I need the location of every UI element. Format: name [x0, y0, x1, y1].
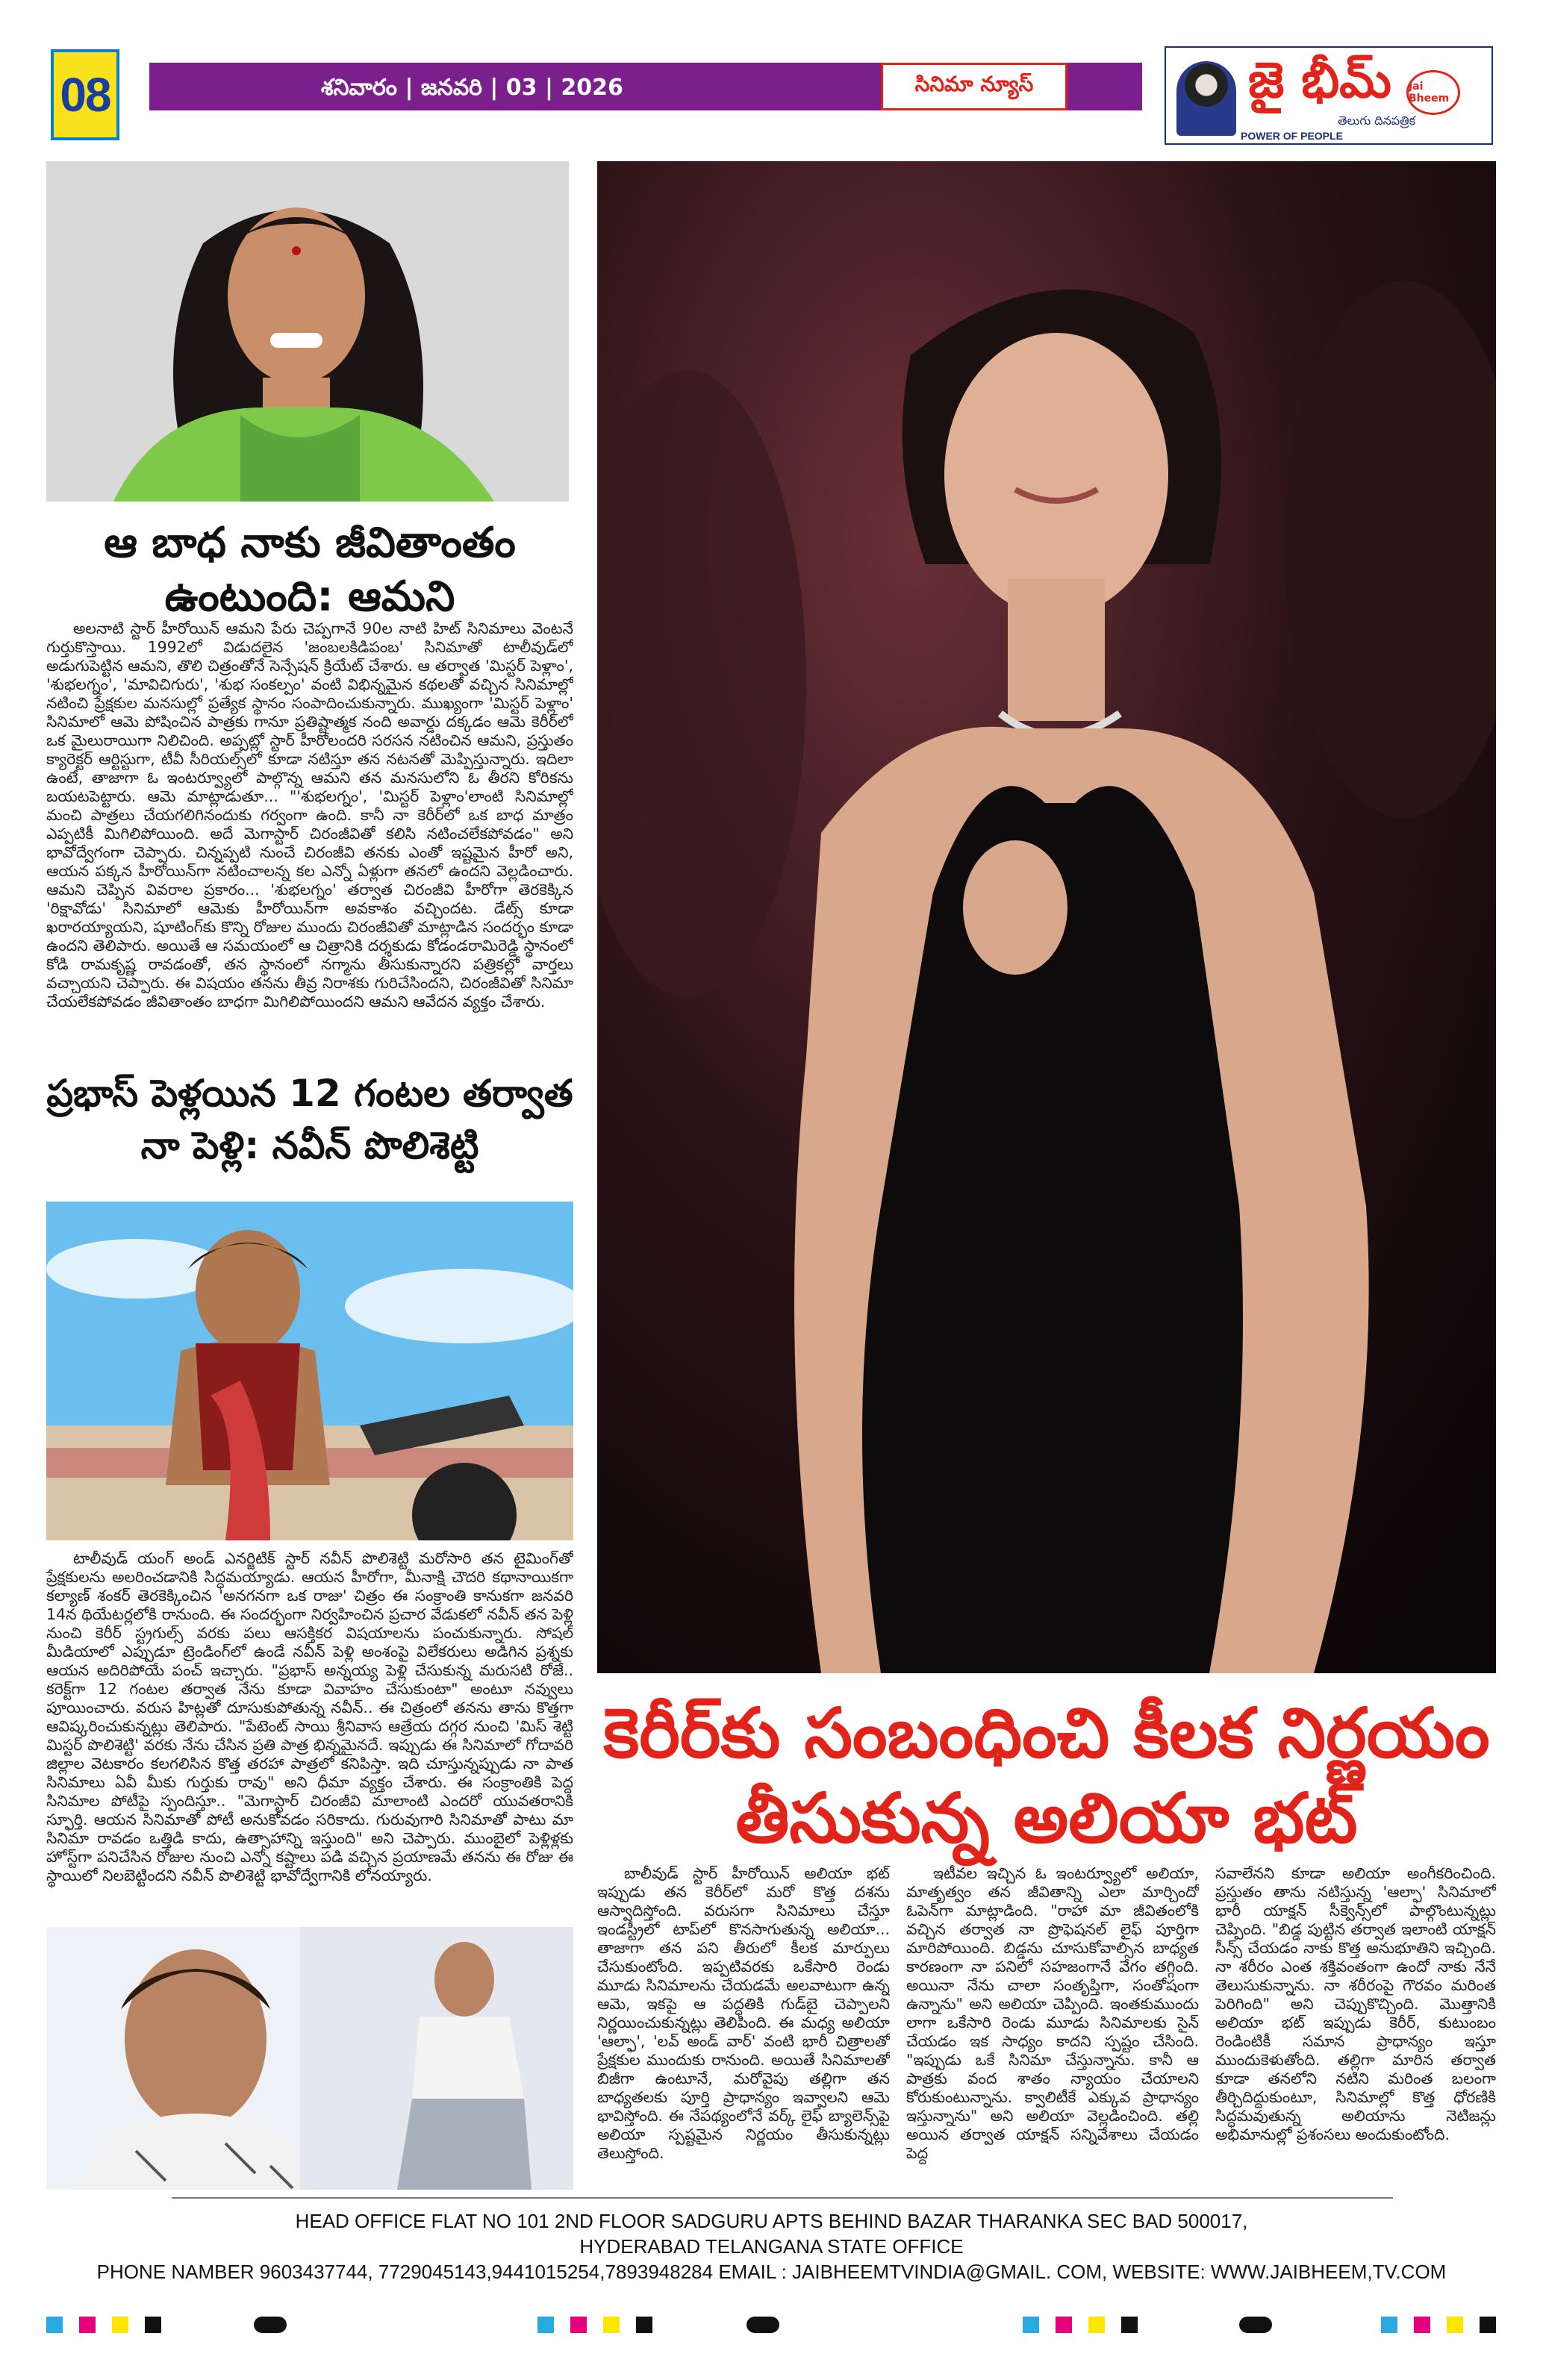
amani-paragraph: అలనాటి స్టార్ హీరోయిన్ ఆమని పేరు చెప్పగానే 90ల నాటి హిట్ సినిమాలు వెంటనే గుర్తుకొస్తాయి. 1992లో విడుదలైన 'జంబలకిడిపంబ' సినిమాతో టాలీవుడ్‌లో అడుగుపెట్టిన ఆమని, తొలి చిత్రంతోనే సెన్సేషన్ క్రియేట్ చేశారు. ఆ తర్వాత 'మిస్టర్ పెళ్లాం', 'శుభలగ్నం', 'మావిచిగురు', 'శుభ సంకల్పం' వంటి విభిన్నమైన కథలతో వచ్చిన సినిమాల్లో నటించి ప్రేక్షకుల మనసుల్లో ప్రత్యేక స్థానం సంపాదించుకున్నారు. ముఖ్యంగా 'మిస్టర్ పెళ్లాం' సినిమాలో ఆమె పోషించిన పాత్రకు గానూ ప్రతిష్టాత్మక నంది అవార్డు దక్కడం ఆమె కెరీర్‌లో ఒక మైలురాయిగా నిలిచింది. అప్పట్లో స్టార్ హీరోలందరి సరసన నటించిన ఆమని, ప్రస్తుతం క్యారెక్టర్ ఆర్టిస్టుగా, టీవీ సీరియల్స్‌లో కూడా నటిస్తూ తన నటనతో మెప్పిస్తున్నారు. ఇదిలా ఉంటే, తాజాగా ఓ ఇంటర్వ్యూలో పాల్గొన్న ఆమని తన మనసులోని ఓ తీరని కోరికను బయటపెట్టారు. ఆమె మాట్లాడుతూ... "'శుభలగ్నం', 'మిస్టర్ పెళ్లాం'లాంటి సినిమాల్లో మంచి పాత్రలు చేయగలిగినందుకు గర్వంగా ఉంది. కానీ నా కెరీర్‌లో ఒక బాధ మాత్రం ఎప్పటికీ మిగిలిపోయింది. అదే మెగాస్టార్ చిరంజీవితో కలిసి నటించలేకపోవడం" అని భావోద్వేగంగా చెప్పారు. చిన్నప్పటి నుంచే చిరంజీవి తనకు ఎంతో ఇష్టమైన హీరో అని, ఆయన పక్కన హీరోయిన్‌గా నటించాలన్న కల ఎన్నో ఏళ్లుగా తనలో ఉందని వెల్లడించారు. ఆమని చెప్పిన వివరాల ప్రకారం... 'శుభలగ్నం' తర్వాత చిరంజీవి హీరోగా తెరకెక్కిన 'రిక్షావోడు' సినిమాలో ఆమెకు హీరోయిన్‌గా అవకాశం వచ్చిందట. డేట్స్ కూడా ఖరారయ్యాయని, షూటింగ్‌కు కొన్ని రోజుల ముందు చిరంజీవితో మాట్లాడిన సందర్భం కూడా ఉందని తెలిపారు. అయితే ఆ సమయంలో ఆ చిత్రానికి దర్శకుడు కోడండరామిరెడ్డి స్థానంలో కోడి రామకృష్ణ రావడంతో, తన స్థానంలో నగ్మాను తీసుకున్నారని పత్రికల్లో వార్తలు వచ్చాయని చెప్పారు. ఈ విషయం తనను తీవ్ర నిరాశకు గురిచేసిందని, చిరంజీవితో సినిమా చేయలేకపోవడం జీవితాంతం బాధగా మిగిలిపోయిందని ఆమని ఆవేదన వ్యక్తం చేశారు.: [46, 619, 573, 1011]
amani-article-body: [46, 619, 573, 1045]
naveen-polishetty-bike-photo: [46, 1202, 573, 1540]
alia-paragraph-1: బాలీవుడ్ స్టార్ హీరోయిన్ అలియా భట్ ఇప్పుడు తన కెరీర్‌లో మరో కొత్త దశను ఆస్వాదిస్తోంది. వరుసగా సినిమాలు చేస్తూ ఇండస్ట్రీలో టాప్‌లో కొనసాగుతున్న అలియా... తాజాగా తన పని తీరులో కీలక మార్పులు చేసుకుంటోంది. ఇప్పటివరకు ఒకేసారి రెండు మూడు సినిమాలను చేయడమే అలవాటుగా ఉన్న ఆమె, ఇకపై ఆ పద్ధతికి గుడ్‌బై చెప్పాలని నిర్ణయించుకున్నట్లు తెలిపింది. ఈ మధ్య అలియా 'ఆల్ఫా', 'లవ్ అండ్ వార్' వంటి భారీ చిత్రాలతో ప్రేక్షకుల ముందుకు రానుంది. అయితే సినిమాలతో బిజీగా ఉంటూనే, మరోవైపు తల్లిగా తన బాధ్యతలకు పూర్తి ప్రాధాన్యం ఇవ్వాలని ఆమె భావిస్తోంది. ఈ నేపథ్యంలోనే వర్క్ లైఫ్ బ్యాలెన్స్‌పై అలియా స్పష్టమైన నిర్ణయం తీసుకున్నట్లు తెలుస్తోంది.: [597, 1864, 890, 2162]
alia-headline: కెరీర్‌కు సంబంధించి కీలక నిర్ణయం తీసుకున్న అలియా భట్: [603, 1693, 1490, 1858]
masthead: [1165, 46, 1493, 145]
footer-address: HEAD OFFICE FLAT NO 101 2ND FLOOR SADGURU APTS BEHIND BAZAR THARANKA SEC BAD 500017,: [295, 2210, 1248, 2232]
masthead-tagline: POWER OF PEOPLE: [1241, 130, 1343, 142]
naveen-headline: ప్రభాస్ పెళ్లయిన 12 గంటల తర్వాత నా పెళ్లి: నవీన్ పొలిశెట్టి: [46, 1072, 573, 1167]
alia-bhatt-photo: [597, 161, 1496, 1673]
footer-office: HYDERABAD TELANGANA STATE OFFICE: [579, 2235, 964, 2258]
registration-marks: [1381, 2317, 1496, 2333]
registration-marks: [1023, 2317, 1138, 2333]
masthead-subtitle: తెలుగు దినపత్రిక: [1338, 113, 1416, 128]
masthead-title: జై భీమ్: [1248, 51, 1391, 109]
registration-mark: [746, 2317, 779, 2333]
amani-headline: ఆ బాధ నాకు జీవితాంతం ఉంటుంది: ఆమని: [104, 519, 516, 621]
amani-photo: [46, 161, 569, 502]
footer-contact: PHONE NAMBER 9603437744, 7729045143,9441015254,7893948284 EMAIL : JAIBHEEMTVINDIA@GMAIL. COM, WEBSITE: WWW.JAIBHEEM,TV.COM: [96, 2261, 1447, 2283]
footer-divider: [172, 2197, 1393, 2199]
ambedkar-portrait-icon: [1176, 61, 1236, 136]
alia-article-column-1: [597, 1864, 890, 2190]
naveen-paragraph: టాలీవుడ్ యంగ్ అండ్ ఎనర్జిటిక్ స్టార్ నవీన్ పొలిశెట్టి మరోసారి తన టైమింగ్‌తో ప్రేక్షకులను అలరించడానికి సిద్ధమయ్యాడు. ఆయన హీరోగా, మీనాక్షి చౌదరి కథానాయికగా కల్యాణ్ శంకర్ తెరకెక్కించిన 'అనగనగా ఒక రాజు' చిత్రం ఈ సంక్రాంతి కానుకగా జనవరి 14న థియేటర్లలోకి రానుంది. ఈ సందర్భంగా నిర్వహించిన ప్రచార వేడుకలో నవీన్ తన పెళ్లి నుంచి కెరీర్ స్ట్రగుల్స్ వరకు పలు ఆసక్తికర విషయాలను పంచుకున్నారు. సోషల్ మీడియాలో ఎప్పుడూ ట్రెండింగ్‌లో ఉండే నవీన్ పెళ్లి అంశంపై విలేకరులు అడిగిన ప్రశ్నకు ఆయన అదిరిపోయే పంచ్ ఇచ్చారు. "ప్రభాస్ అన్నయ్య పెళ్లి చేసుకున్న మరుసటి రోజే.. కరెక్ట్‌గా 12 గంటల తర్వాత నేను కూడా వివాహం చేసుకుంటా" అంటూ నవ్వులు పూయించారు. వరుస హిట్లతో దూసుకుపోతున్న నవీన్.. ఈ చిత్రంలో తనను తాను కొత్తగా ఆవిష్కరించుకున్నట్లు తెలిపారు. "పేటెంట్ సాయి శ్రీనివాస ఆత్రేయ దగ్గర నుంచి 'మిస్ శెట్టి మిస్టర్ పొలిశెట్టి' వరకు నేను చేసిన ప్రతి పాత్ర భిన్నమైనదే. ఇప్పుడు ఈ సినిమాలో గోదావరి జిల్లాల వెటకారం కలగలిసిన కొత్త తరహా పాత్రలో కనిపిస్తా. ఇది చూస్తున్నప్పుడు నా పాత సినిమాలు ఏవీ మీకు గుర్తుకు రావు" అని ధీమా వ్యక్తం చేశారు. ఈ సంక్రాంతికి పెద్ద సినిమాల పోటీపై స్పందిస్తూ.. "మెగాస్టార్ చిరంజీవి మాలాంటి ఎందరో యువతరానికి స్ఫూర్తి. ఆయన సినిమాతో పోటీ అనుకోవడం సరికాదు. గురువుగారి సినిమాతో పాటు మా సినిమా రావడం ఒత్తిడి కాదు, ఉత్సాహాన్ని ఇస్తుంది" అని చెప్పారు. ముంబైలో పెళ్లిళ్లకు హోస్ట్‌గా పనిచేసిన రోజుల నుంచి ఎన్నో కష్టాలు పడి వచ్చిన ప్రయాణమే తనను ఈ రోజు ఈ స్థాయిలో నిలబెట్టిందని నవీన్ పొలిశెట్టి భావోద్వేగానికి లోనయ్యారు.: [46, 1549, 573, 1884]
masthead-logo: Jai Bheem: [1406, 70, 1460, 115]
alia-paragraph-2: ఇటీవల ఇచ్చిన ఓ ఇంటర్వ్యూలో అలియా, మాతృత్వం తన జీవితాన్ని ఎలా మార్చిందో ఓపెన్‌గా మాట్లాడింది. "రాహా మా జీవితంలోకి వచ్చిన తర్వాత నా ప్రొఫెషనల్ లైఫ్ పూర్తిగా మారిపోయింది. బిడ్డను చూసుకోవాల్సిన బాధ్యత కారణంగా నా పనిలో సహజంగానే వేగం తగ్గింది. అయినా నేను చాలా సంతృప్తిగా, సంతోషంగా ఉన్నాను" అని అలియా చెప్పింది. ఇంతకుముందు లాగా ఒకేసారి రెండు మూడు సినిమాలకు సైన్ చేయడం ఇక సాధ్యం కాదని స్పష్టం చేసింది. "ఇప్పుడు ఒకే సినిమా చేస్తున్నాను. కానీ ఆ పాత్రకు వంద శాతం న్యాయం చేయాలని కోరుకుంటున్నాను. క్వాలిటీకే ఎక్కువ ప్రాధాన్యం ఇస్తున్నాను" అని అలియా వెల్లడించింది. తల్లి అయిన తర్వాత యాక్షన్ సన్నివేశాలు చేయడం పెద్ద: [906, 1864, 1199, 2162]
naveen-article-body: [46, 1549, 573, 1918]
section-label: సినిమా న్యూస్: [881, 63, 1067, 110]
page-number: 08: [51, 49, 119, 140]
registration-marks: [46, 2317, 161, 2333]
registration-marks: [537, 2317, 652, 2333]
naveen-polishetty-portrait-photo: [46, 1927, 573, 2190]
alia-article-column-3: [1215, 1864, 1496, 2190]
alia-paragraph-3: సవాలేనని కూడా అలియా అంగీకరించింది. ప్రస్తుతం తాను నటిస్తున్న 'ఆల్ఫా' సినిమాలో భారీ యాక్షన్ సీక్వెన్స్‌లో పాల్గొంటున్నట్లు చెప్పింది. "బిడ్డ పుట్టిన తర్వాత ఇలాంటి యాక్షన్ సీన్స్ చేయడం నాకు కొత్త అనుభూతిని ఇచ్చింది. నా శరీరం ఎంత శక్తివంతంగా ఉందో నాకు నేనే తెలుసుకున్నాను. నా శరీరంపై గౌరవం మరింత పెరిగింది" అని చెప్పుకొచ్చింది. మొత్తానికి అలియా భట్ ఇప్పుడు కెరీర్, కుటుంబం రెండింటికీ సమాన ప్రాధాన్యం ఇస్తూ ముందుకెళుతోంది. తల్లిగా మారిన తర్వాత కూడా తనలోని నటిని మరింత బలంగా తీర్చిదిద్దుకుంటూ, సినిమాల్లో కొత్త ధోరణికి సిద్ధమవుతున్న అలియాను నెటిజన్లు అభిమానుల్లో ప్రశంసలు అందుకుంటోంది.: [1215, 1864, 1496, 2143]
issue-date: శనివారం | జనవరి | 03 | 2026: [321, 75, 623, 101]
registration-mark: [1239, 2317, 1272, 2333]
alia-article-column-2: [906, 1864, 1199, 2190]
registration-mark: [254, 2317, 287, 2333]
